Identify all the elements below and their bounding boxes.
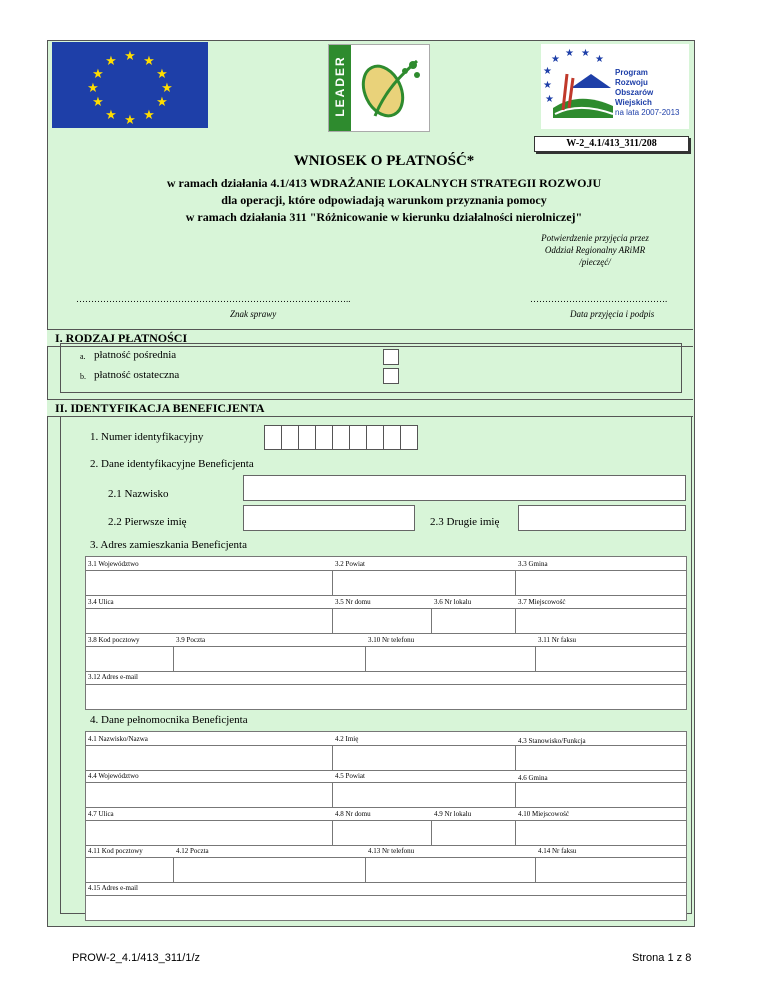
option-b-letter: b. <box>80 372 86 381</box>
id-number-input[interactable] <box>264 425 418 450</box>
svg-text:★: ★ <box>92 95 104 110</box>
form-code-box <box>534 136 689 152</box>
p42-label: 4.2 Imię <box>335 735 359 743</box>
svg-text:★: ★ <box>581 48 590 59</box>
a33-input[interactable] <box>515 570 687 596</box>
form-subtitle-1: w ramach działania 4.1/413 WDRAŻANIE LOKALNYCH STRATEGII ROZWOJU <box>166 176 602 190</box>
prow-years: na lata 2007-2013 <box>615 108 680 117</box>
option-b-label: płatność ostateczna <box>94 369 180 381</box>
prow-line2: Rozwoju <box>615 78 648 87</box>
p411-input[interactable] <box>85 857 175 883</box>
p41-label: 4.1 Nazwisko/Nazwa <box>88 735 148 743</box>
prow-line1: Program <box>615 68 648 77</box>
p44-label: 4.4 Województwo <box>88 772 139 780</box>
second-name-label: 2.3 Drugie imię <box>430 516 500 528</box>
prow-logo <box>541 44 689 129</box>
a311-input[interactable] <box>535 646 687 672</box>
p48-input[interactable] <box>332 820 433 846</box>
leader-emblem-icon <box>355 51 425 127</box>
p43-label: 4.3 Stanowisko/Funkcja <box>518 737 586 745</box>
footer-page-number: Strona 1 z 8 <box>632 952 692 964</box>
digit-cell[interactable] <box>350 426 367 449</box>
digit-cell[interactable] <box>384 426 401 449</box>
digit-cell[interactable] <box>282 426 299 449</box>
option-a-checkbox[interactable] <box>383 349 399 365</box>
case-number-dots: ……………………………………………………………………………….. <box>76 294 351 304</box>
digit-cell[interactable] <box>333 426 350 449</box>
digit-cell[interactable] <box>401 426 417 449</box>
a35-label: 3.5 Nr domu <box>335 598 371 606</box>
p413-label: 4.13 Nr telefonu <box>368 847 415 855</box>
a38-label: 3.8 Kod pocztowy <box>88 636 140 644</box>
svg-text:★: ★ <box>143 108 155 123</box>
confirm-line-1: Potwierdzenie przyjęcia przez <box>541 233 649 243</box>
option-b-checkbox[interactable] <box>383 368 399 384</box>
section-2-title: II. IDENTYFIKACJA BENEFICJENTA <box>55 401 265 415</box>
a310-label: 3.10 Nr telefonu <box>368 636 415 644</box>
option-a-letter: a. <box>80 352 86 361</box>
second-name-input[interactable] <box>518 505 686 531</box>
a32-label: 3.2 Powiat <box>335 560 365 568</box>
p44-input[interactable] <box>85 782 334 808</box>
a311-label: 3.11 Nr faksu <box>538 636 577 644</box>
digit-cell[interactable] <box>265 426 282 449</box>
section-1-title: I. RODZAJ PŁATNOŚCI <box>55 331 188 345</box>
a32-input[interactable] <box>332 570 517 596</box>
digit-cell[interactable] <box>316 426 333 449</box>
p413-input[interactable] <box>365 857 537 883</box>
form-title: WNIOSEK O PŁATNOŚĆ* <box>293 153 475 169</box>
p42-input[interactable] <box>332 745 517 771</box>
a39-label: 3.9 Poczta <box>176 636 206 644</box>
svg-text:★: ★ <box>543 80 552 91</box>
form-subtitle-3: w ramach działania 311 "Różnicowanie w kierunku działalności nierolniczej" <box>185 210 583 224</box>
digit-cell[interactable] <box>367 426 384 449</box>
a34-label: 3.4 Ulica <box>88 598 114 606</box>
svg-text:★: ★ <box>92 67 104 82</box>
p49-input[interactable] <box>431 820 517 846</box>
first-name-input[interactable] <box>243 505 415 531</box>
a36-input[interactable] <box>431 608 517 634</box>
option-a-label: płatność pośrednia <box>94 349 177 361</box>
a31-input[interactable] <box>85 570 334 596</box>
item-1-label: 1. Numer identyfikacyjny <box>90 431 204 443</box>
svg-text:★: ★ <box>156 95 168 110</box>
eu-stars-icon <box>52 42 208 128</box>
eu-flag-logo <box>52 42 208 128</box>
p48-label: 4.8 Nr domu <box>335 810 371 818</box>
p43-input[interactable] <box>515 745 687 771</box>
p411-label: 4.11 Kod pocztowy <box>88 847 143 855</box>
p45-label: 4.5 Powiat <box>335 772 365 780</box>
footer-form-id: PROW-2_4.1/413_311/1/z <box>72 952 201 964</box>
p414-input[interactable] <box>535 857 687 883</box>
p410-label: 4.10 Miejscowość <box>518 810 569 818</box>
p47-input[interactable] <box>85 820 334 846</box>
form-subtitle-2: dla operacji, które odpowiadają warunkom przyznania pomocy <box>221 193 547 207</box>
case-mark-label: Znak sprawy <box>230 309 277 319</box>
a312-input[interactable] <box>85 684 687 710</box>
p41-input[interactable] <box>85 745 334 771</box>
svg-text:★: ★ <box>87 81 99 96</box>
a34-input[interactable] <box>85 608 334 634</box>
a37-input[interactable] <box>515 608 687 634</box>
confirm-line-2: Oddział Regionalny ARiMR <box>544 245 646 255</box>
p415-input[interactable] <box>85 895 687 921</box>
surname-input[interactable] <box>243 475 686 501</box>
leader-logo <box>328 44 430 132</box>
svg-text:★: ★ <box>105 54 117 69</box>
svg-text:★: ★ <box>565 48 574 59</box>
a310-input[interactable] <box>365 646 537 672</box>
p46-input[interactable] <box>515 782 687 808</box>
section-2-header <box>47 399 693 417</box>
p412-label: 4.12 Poczta <box>176 847 209 855</box>
svg-text:★: ★ <box>105 108 117 123</box>
p47-label: 4.7 Ulica <box>88 810 114 818</box>
receipt-date-dots: ………………………………………. <box>530 294 668 304</box>
a33-label: 3.3 Gmina <box>518 560 548 568</box>
svg-text:★: ★ <box>161 81 173 96</box>
a38-input[interactable] <box>85 646 175 672</box>
a35-input[interactable] <box>332 608 433 634</box>
surname-label: 2.1 Nazwisko <box>108 488 169 500</box>
p412-input[interactable] <box>173 857 367 883</box>
svg-text:★: ★ <box>124 49 136 64</box>
receipt-date-label: Data przyjęcia i podpis <box>570 309 655 319</box>
item-3-label: 3. Adres zamieszkania Beneficjenta <box>90 539 247 551</box>
p46-label: 4.6 Gmina <box>518 774 548 782</box>
form-code: W-2_4.1/413_311/208 <box>566 138 657 149</box>
item-4-label: 4. Dane pełnomocnika Beneficjenta <box>90 714 248 726</box>
a36-label: 3.6 Nr lokalu <box>434 598 472 606</box>
svg-text:★: ★ <box>156 67 168 82</box>
p410-input[interactable] <box>515 820 687 846</box>
p45-input[interactable] <box>332 782 517 808</box>
svg-text:★: ★ <box>543 66 552 77</box>
digit-cell[interactable] <box>299 426 316 449</box>
svg-text:★: ★ <box>124 113 136 128</box>
a37-label: 3.7 Miejscowość <box>518 598 566 606</box>
svg-text:★: ★ <box>551 54 560 65</box>
p415-label: 4.15 Adres e-mail <box>88 884 138 892</box>
prow-line3: Obszarów <box>615 88 654 97</box>
svg-text:★: ★ <box>595 54 604 65</box>
p414-label: 4.14 Nr faksu <box>538 847 577 855</box>
item-2-label: 2. Dane identyfikacyjne Beneficjenta <box>90 458 254 470</box>
confirm-line-3: /pieczęć/ <box>579 257 611 267</box>
a39-input[interactable] <box>173 646 367 672</box>
svg-text:★: ★ <box>143 54 155 69</box>
first-name-label: 2.2 Pierwsze imię <box>108 516 187 528</box>
leader-text: LEADER <box>333 55 347 117</box>
a31-label: 3.1 Województwo <box>88 560 139 568</box>
prow-emblem-icon <box>541 48 615 126</box>
prow-line4: Wiejskich <box>615 98 652 107</box>
a312-label: 3.12 Adres e-mail <box>88 673 138 681</box>
p49-label: 4.9 Nr lokalu <box>434 810 472 818</box>
svg-text:★: ★ <box>545 94 554 105</box>
